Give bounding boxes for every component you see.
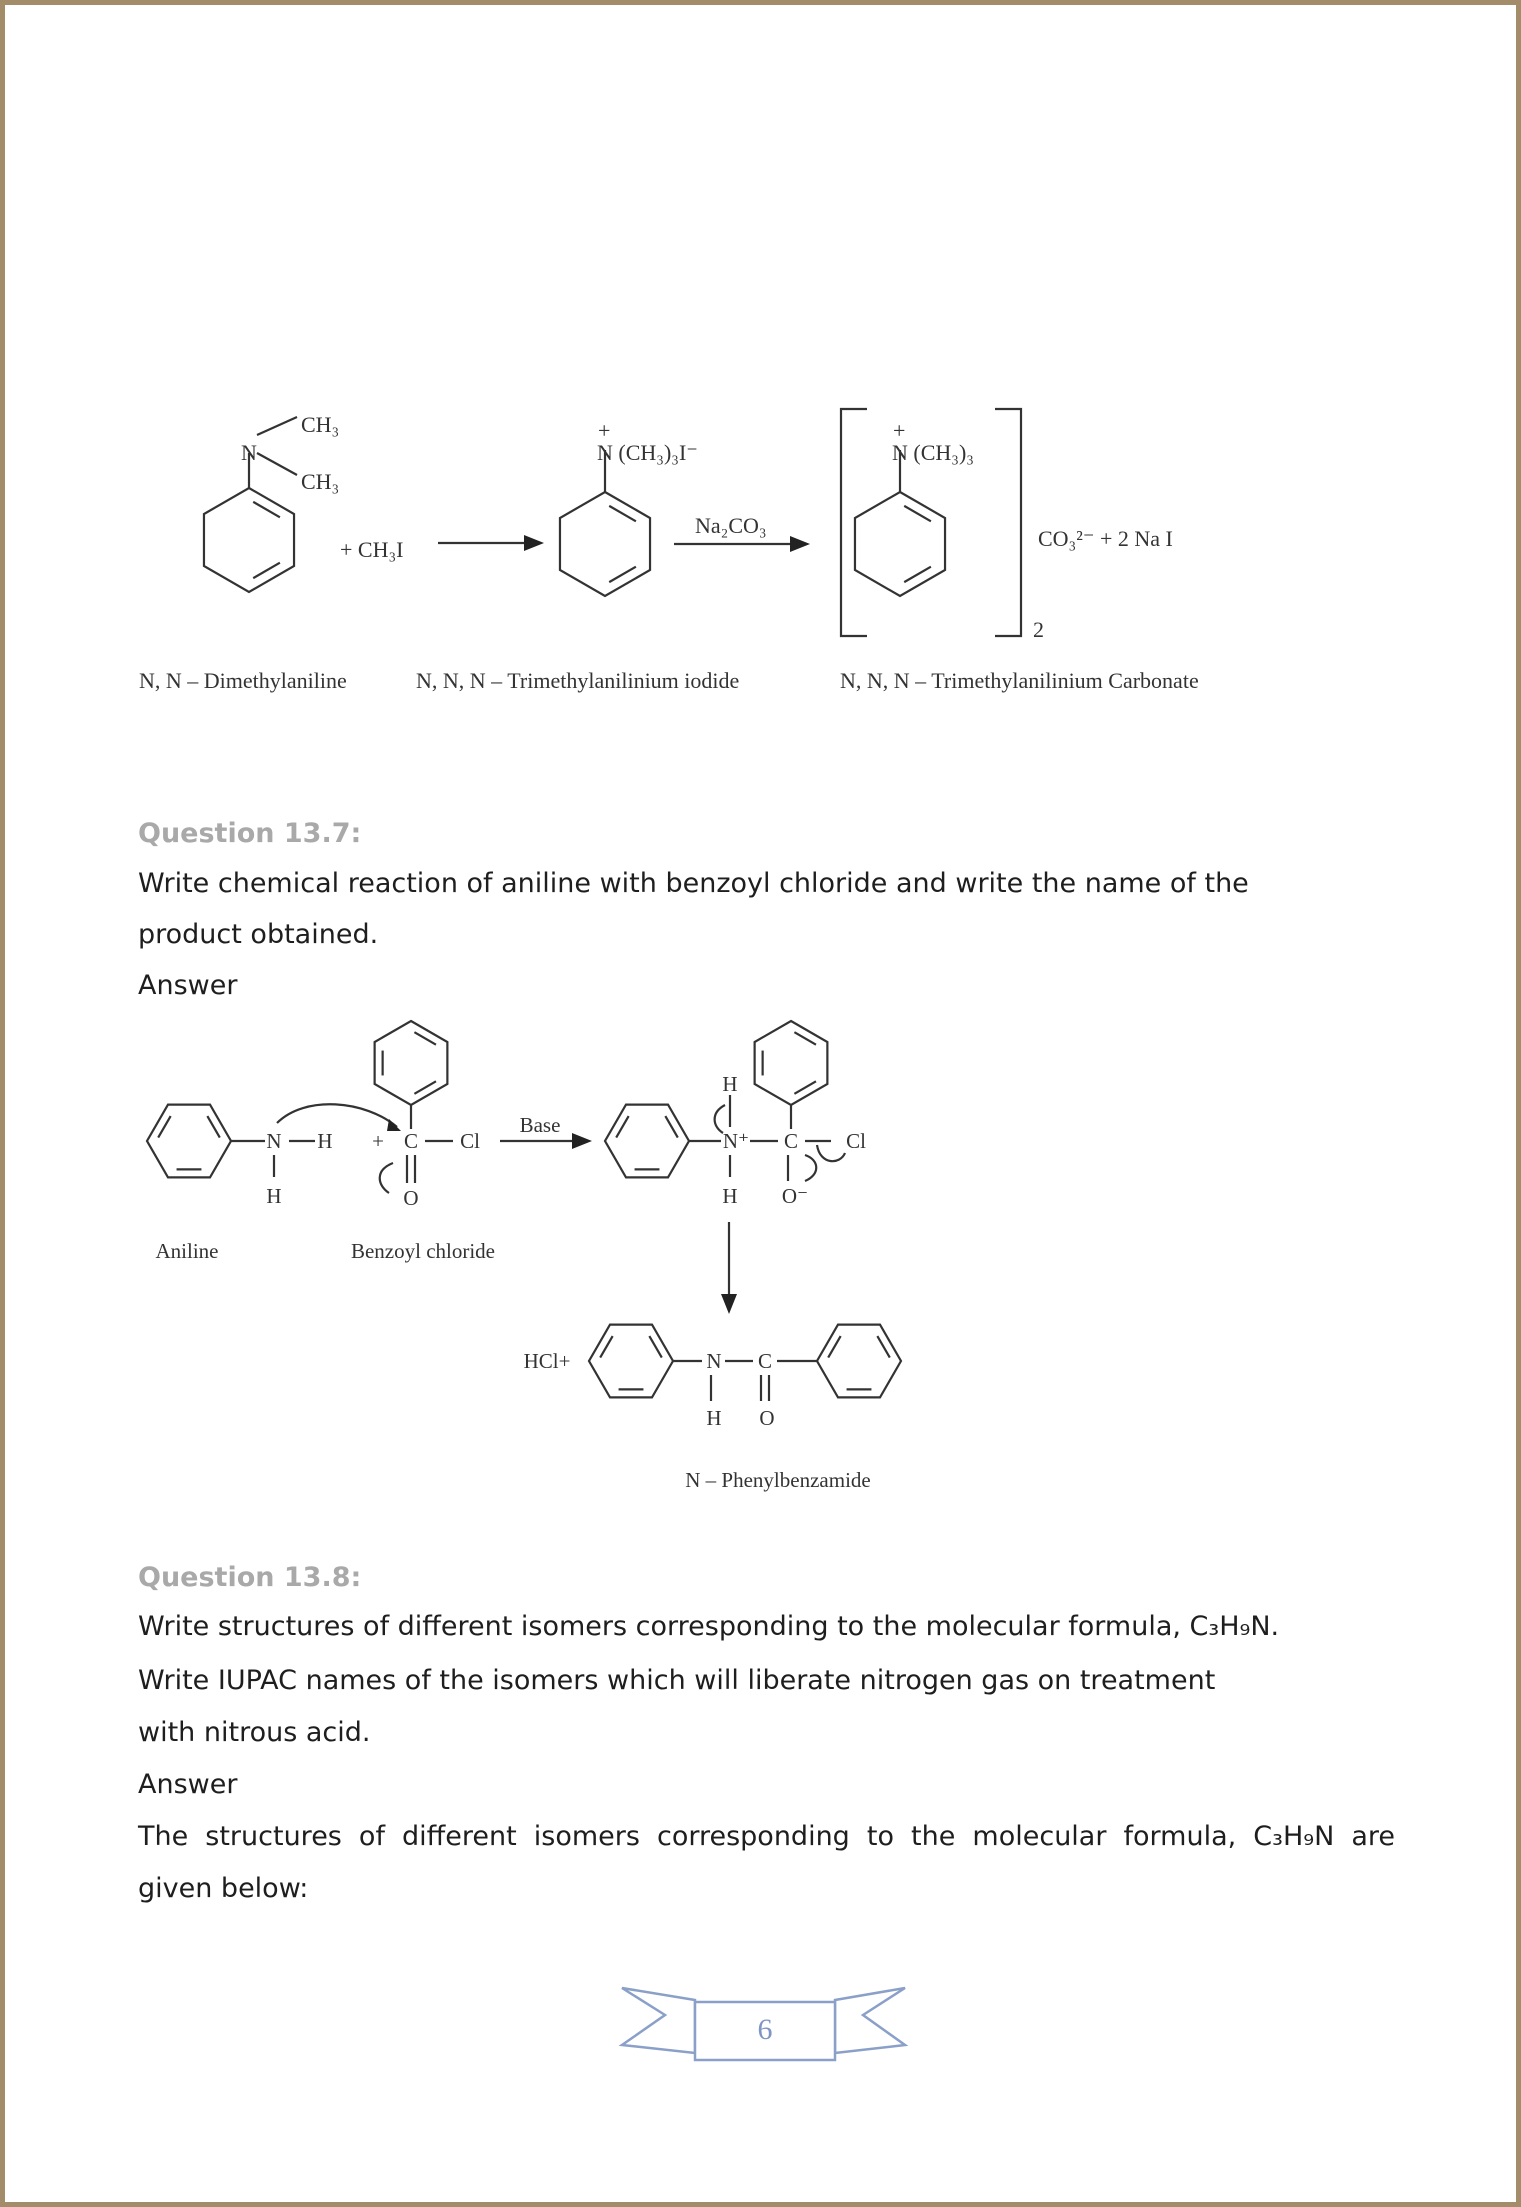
atom-label: N: [266, 1129, 282, 1153]
question-13-7-heading: Question 13.7:: [138, 818, 362, 849]
plus-sign: +: [372, 1129, 384, 1153]
arrowhead: [572, 1133, 592, 1149]
byproduct-label: HCl+: [523, 1349, 571, 1373]
atom-label: N⁺: [722, 1129, 750, 1153]
atom-label: N: [706, 1349, 722, 1373]
question-text: Write chemical reaction of aniline with benzoyl chloride and write the name of the: [138, 868, 1249, 899]
question-13-8-heading: Question 13.8:: [138, 1562, 362, 1593]
atom-label: CH₃: [301, 412, 340, 437]
benzene-ring: [755, 1021, 828, 1105]
answer-text: given below:: [138, 1873, 309, 1904]
atom-label: N (CH₃)₃: [892, 440, 974, 465]
benzene-ring: [375, 1021, 448, 1105]
benzene-ring: [817, 1325, 901, 1398]
atom-label: N: [241, 440, 257, 465]
question-text: product obtained.: [138, 919, 379, 950]
question-text: Write structures of different isomers corresponding to the molecular formula, C₃H₉N.: [138, 1611, 1280, 1642]
charge-label: +: [893, 418, 906, 443]
bracket-subscript: 2: [1033, 617, 1044, 642]
answer-text: The structures of different isomers corresponding to the molecular formula, C₃H₉N are: [138, 1821, 1395, 1852]
compound-name: N, N, N – Trimethylanilinium iodide: [416, 668, 740, 693]
ribbon-right-tail: [835, 1988, 905, 2053]
compound-name: Aniline: [155, 1239, 219, 1263]
bond-n-ch3: [257, 417, 297, 435]
curved-arrow: [277, 1104, 397, 1127]
arrow-label: Na₂CO₃: [695, 513, 767, 538]
benzene-ring: [147, 1105, 231, 1178]
reagent-label: + CH₃I: [340, 537, 404, 562]
atom-label: O: [403, 1186, 419, 1210]
atom-label: Cl: [460, 1129, 480, 1153]
atom-label: H: [722, 1072, 738, 1096]
atom-label: N (CH₃)₃I⁻: [597, 440, 698, 465]
curved-arrow: [380, 1163, 393, 1193]
atom-label: H: [317, 1129, 333, 1153]
compound-name: Benzoyl chloride: [350, 1239, 496, 1263]
arrow-label: Base: [519, 1113, 561, 1137]
reaction-2: [156, 1072, 871, 1492]
arrowhead: [524, 535, 544, 551]
reaction-1: [139, 412, 1199, 693]
compound-name: N, N – Dimethylaniline: [139, 668, 347, 693]
atom-label: C: [757, 1349, 773, 1373]
benzene-ring: [204, 488, 294, 592]
atom-label: C: [783, 1129, 799, 1153]
right-bracket: [995, 409, 1021, 636]
arrowhead: [387, 1119, 401, 1131]
atom-label: H: [266, 1184, 282, 1208]
compound-name: N – Phenylbenzamide: [685, 1468, 871, 1492]
bond-n-ch3: [257, 453, 297, 475]
atom-label: O: [759, 1406, 775, 1430]
curved-arrow: [805, 1155, 816, 1181]
benzene-ring: [560, 492, 650, 596]
atom-label: O⁻: [781, 1184, 809, 1208]
question-text: with nitrous acid.: [138, 1717, 371, 1748]
arrowhead: [721, 1294, 737, 1314]
atom-label: C: [403, 1129, 419, 1153]
answer-label: Answer: [138, 1769, 238, 1800]
answer-label: Answer: [138, 970, 238, 1001]
ribbon-left-tail: [622, 1988, 695, 2053]
curved-arrow: [817, 1145, 845, 1161]
atom-label: CH₃: [301, 469, 340, 494]
products-label: CO₃²⁻ + 2 Na I: [1038, 526, 1173, 551]
atom-label: H: [722, 1184, 738, 1208]
benzene-ring: [855, 492, 945, 596]
page-number: 6: [757, 2013, 773, 2046]
atom-label: Cl: [846, 1129, 866, 1153]
question-text: Write IUPAC names of the isomers which will liberate nitrogen gas on treatment: [138, 1665, 1216, 1696]
compound-name: N, N, N – Trimethylanilinium Carbonate: [840, 668, 1199, 693]
benzene-ring: [589, 1325, 673, 1398]
atom-label: H: [706, 1406, 722, 1430]
arrowhead: [790, 536, 810, 552]
charge-label: +: [598, 418, 611, 443]
benzene-ring: [605, 1105, 689, 1178]
